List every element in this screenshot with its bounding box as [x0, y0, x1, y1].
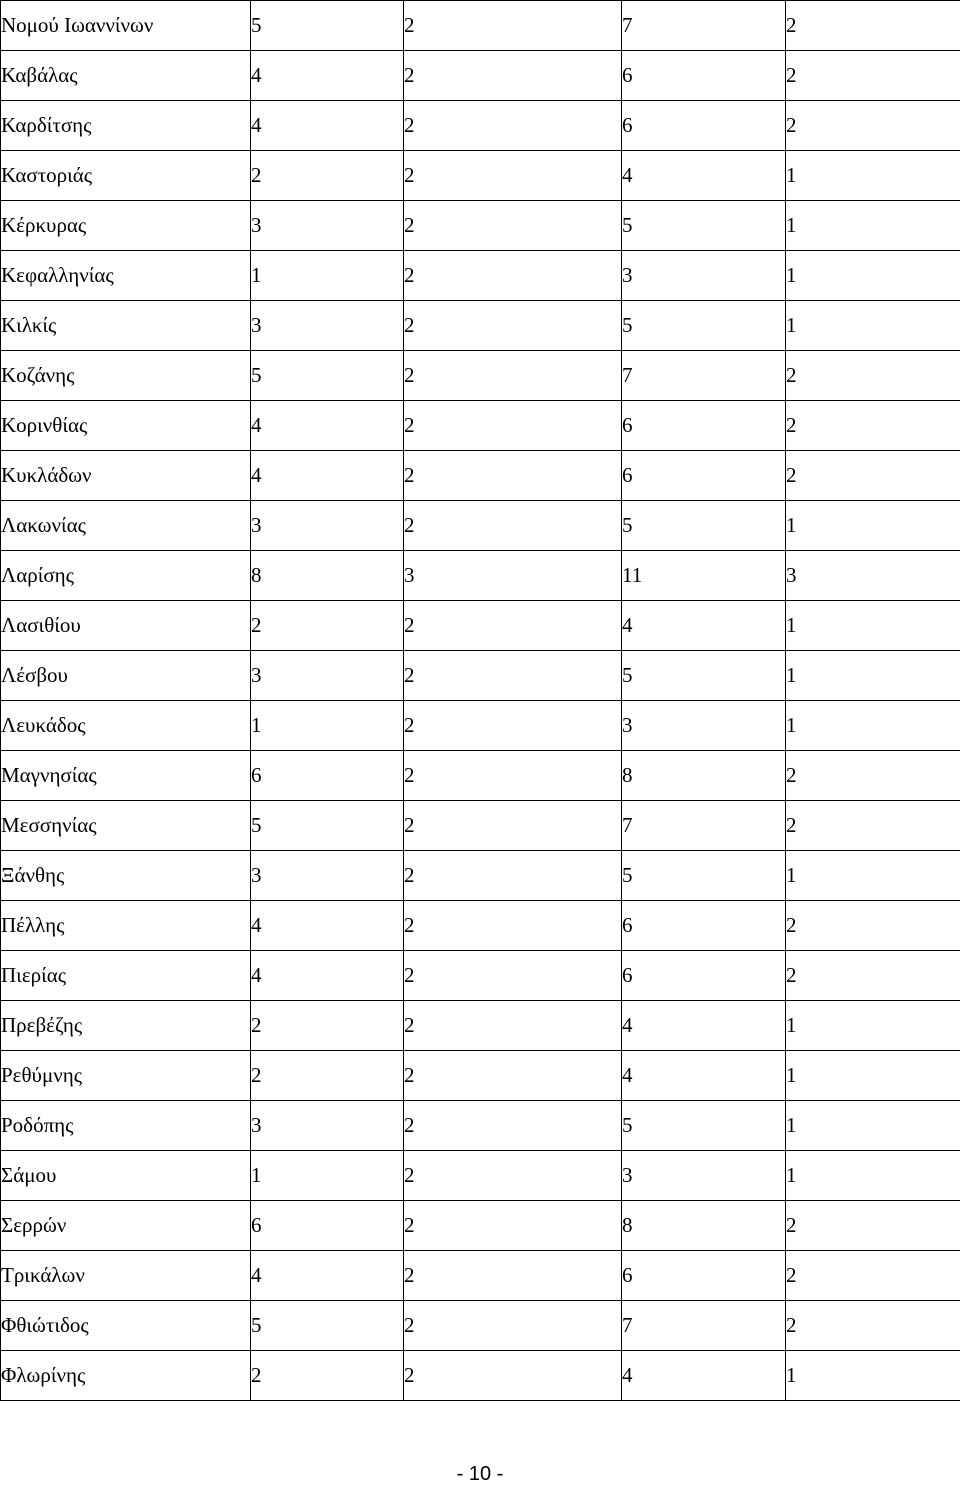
prefecture-name-cell: Σερρών — [1, 1201, 251, 1251]
value-cell-2: 2 — [404, 201, 622, 251]
value-cell-1: 2 — [251, 1051, 404, 1101]
table-row — [1, 851, 960, 901]
value-cell-2: 2 — [404, 1, 622, 51]
table-row — [1, 1201, 960, 1251]
value-cell-4: 2 — [786, 1201, 960, 1251]
value-cell-4: 2 — [786, 1251, 960, 1301]
prefecture-name-cell: Λαρίσης — [1, 551, 251, 601]
value-cell-1: 1 — [251, 1151, 404, 1201]
prefecture-name-cell: Ροδόπης — [1, 1101, 251, 1151]
value-cell-2: 2 — [404, 51, 622, 101]
value-cell-2: 2 — [404, 901, 622, 951]
prefecture-name-cell: Λευκάδος — [1, 701, 251, 751]
value-cell-1: 2 — [251, 151, 404, 201]
table-row — [1, 51, 960, 101]
value-cell-4: 2 — [786, 801, 960, 851]
value-cell-2: 2 — [404, 501, 622, 551]
value-cell-2: 2 — [404, 1251, 622, 1301]
value-cell-4: 1 — [786, 501, 960, 551]
value-cell-4: 1 — [786, 251, 960, 301]
value-cell-4: 2 — [786, 351, 960, 401]
value-cell-1: 4 — [251, 951, 404, 1001]
prefecture-name-cell: Κυκλάδων — [1, 451, 251, 501]
value-cell-2: 2 — [404, 951, 622, 1001]
value-cell-1: 3 — [251, 851, 404, 901]
value-cell-1: 4 — [251, 101, 404, 151]
value-cell-1: 4 — [251, 901, 404, 951]
prefecture-name-cell: Καρδίτσης — [1, 101, 251, 151]
value-cell-4: 1 — [786, 1001, 960, 1051]
value-cell-2: 2 — [404, 1001, 622, 1051]
prefecture-name-cell: Πέλλης — [1, 901, 251, 951]
value-cell-3: 4 — [622, 1001, 786, 1051]
prefecture-name-cell: Κεφαλληνίας — [1, 251, 251, 301]
value-cell-1: 4 — [251, 451, 404, 501]
table-row — [1, 1251, 960, 1301]
value-cell-2: 2 — [404, 1151, 622, 1201]
value-cell-3: 6 — [622, 901, 786, 951]
prefecture-name-cell: Καβάλας — [1, 51, 251, 101]
table-body — [1, 1, 960, 1401]
value-cell-3: 5 — [622, 301, 786, 351]
table-row — [1, 651, 960, 701]
prefecture-name-cell: Καστοριάς — [1, 151, 251, 201]
value-cell-3: 6 — [622, 401, 786, 451]
value-cell-3: 5 — [622, 651, 786, 701]
value-cell-4: 2 — [786, 101, 960, 151]
table-row — [1, 701, 960, 751]
value-cell-2: 2 — [404, 1201, 622, 1251]
value-cell-4: 2 — [786, 51, 960, 101]
value-cell-1: 2 — [251, 1001, 404, 1051]
value-cell-4: 2 — [786, 901, 960, 951]
prefecture-name-cell: Λασιθίου — [1, 601, 251, 651]
value-cell-3: 3 — [622, 1151, 786, 1201]
value-cell-3: 6 — [622, 951, 786, 1001]
value-cell-1: 2 — [251, 601, 404, 651]
prefecture-name-cell: Κορινθίας — [1, 401, 251, 451]
value-cell-4: 1 — [786, 201, 960, 251]
table-row — [1, 951, 960, 1001]
value-cell-2: 2 — [404, 1101, 622, 1151]
value-cell-4: 2 — [786, 451, 960, 501]
value-cell-3: 5 — [622, 501, 786, 551]
prefecture-name-cell: Ξάνθης — [1, 851, 251, 901]
value-cell-2: 2 — [404, 651, 622, 701]
value-cell-3: 11 — [622, 551, 786, 601]
value-cell-3: 5 — [622, 1101, 786, 1151]
value-cell-1: 6 — [251, 751, 404, 801]
value-cell-2: 2 — [404, 251, 622, 301]
value-cell-3: 6 — [622, 1251, 786, 1301]
prefecture-name-cell: Λακωνίας — [1, 501, 251, 551]
value-cell-4: 3 — [786, 551, 960, 601]
prefecture-name-cell: Κέρκυρας — [1, 201, 251, 251]
table-row — [1, 351, 960, 401]
value-cell-2: 2 — [404, 451, 622, 501]
value-cell-4: 1 — [786, 701, 960, 751]
value-cell-4: 2 — [786, 951, 960, 1001]
value-cell-1: 6 — [251, 1201, 404, 1251]
table-row — [1, 1151, 960, 1201]
value-cell-1: 1 — [251, 701, 404, 751]
prefecture-name-cell: Ρεθύμνης — [1, 1051, 251, 1101]
value-cell-1: 2 — [251, 1351, 404, 1401]
value-cell-3: 3 — [622, 251, 786, 301]
value-cell-3: 4 — [622, 1351, 786, 1401]
table-row — [1, 751, 960, 801]
value-cell-4: 1 — [786, 601, 960, 651]
prefecture-name-cell: Νομού Ιωαννίνων — [1, 1, 251, 51]
value-cell-4: 1 — [786, 1101, 960, 1151]
table-row — [1, 901, 960, 951]
value-cell-2: 2 — [404, 801, 622, 851]
value-cell-4: 2 — [786, 1301, 960, 1351]
value-cell-4: 1 — [786, 1151, 960, 1201]
prefecture-name-cell: Τρικάλων — [1, 1251, 251, 1301]
prefecture-name-cell: Κιλκίς — [1, 301, 251, 351]
value-cell-1: 5 — [251, 801, 404, 851]
table-row — [1, 1301, 960, 1351]
value-cell-1: 5 — [251, 351, 404, 401]
value-cell-3: 8 — [622, 1201, 786, 1251]
table-row — [1, 401, 960, 451]
value-cell-1: 3 — [251, 651, 404, 701]
prefecture-name-cell: Μεσσηνίας — [1, 801, 251, 851]
value-cell-3: 4 — [622, 151, 786, 201]
value-cell-3: 4 — [622, 1051, 786, 1101]
value-cell-3: 5 — [622, 851, 786, 901]
table-row — [1, 101, 960, 151]
value-cell-4: 2 — [786, 401, 960, 451]
value-cell-2: 2 — [404, 101, 622, 151]
table-row — [1, 151, 960, 201]
value-cell-2: 2 — [404, 301, 622, 351]
value-cell-3: 3 — [622, 701, 786, 751]
value-cell-2: 2 — [404, 601, 622, 651]
value-cell-1: 3 — [251, 301, 404, 351]
value-cell-2: 2 — [404, 151, 622, 201]
value-cell-1: 3 — [251, 201, 404, 251]
value-cell-2: 2 — [404, 751, 622, 801]
value-cell-4: 1 — [786, 651, 960, 701]
table-row — [1, 1351, 960, 1401]
table-row — [1, 1, 960, 51]
prefecture-name-cell: Φθιώτιδος — [1, 1301, 251, 1351]
value-cell-2: 2 — [404, 851, 622, 901]
value-cell-1: 5 — [251, 1301, 404, 1351]
value-cell-1: 1 — [251, 251, 404, 301]
table-row — [1, 801, 960, 851]
value-cell-1: 4 — [251, 1251, 404, 1301]
value-cell-2: 2 — [404, 1051, 622, 1101]
value-cell-2: 2 — [404, 351, 622, 401]
value-cell-3: 7 — [622, 351, 786, 401]
value-cell-2: 3 — [404, 551, 622, 601]
table-row — [1, 1101, 960, 1151]
value-cell-4: 1 — [786, 301, 960, 351]
table-row — [1, 201, 960, 251]
value-cell-3: 5 — [622, 201, 786, 251]
value-cell-2: 2 — [404, 701, 622, 751]
value-cell-3: 4 — [622, 601, 786, 651]
value-cell-4: 2 — [786, 1, 960, 51]
prefecture-name-cell: Σάμου — [1, 1151, 251, 1201]
value-cell-4: 1 — [786, 1351, 960, 1401]
table-row — [1, 301, 960, 351]
value-cell-2: 2 — [404, 1301, 622, 1351]
value-cell-2: 2 — [404, 401, 622, 451]
value-cell-3: 6 — [622, 101, 786, 151]
value-cell-1: 4 — [251, 401, 404, 451]
prefecture-name-cell: Κοζάνης — [1, 351, 251, 401]
table-row — [1, 601, 960, 651]
value-cell-3: 7 — [622, 1301, 786, 1351]
value-cell-3: 7 — [622, 1, 786, 51]
prefecture-name-cell: Μαγνησίας — [1, 751, 251, 801]
table-row — [1, 501, 960, 551]
value-cell-4: 1 — [786, 151, 960, 201]
table-row — [1, 1051, 960, 1101]
prefecture-name-cell: Πρεβέζης — [1, 1001, 251, 1051]
value-cell-1: 5 — [251, 1, 404, 51]
value-cell-1: 4 — [251, 51, 404, 101]
value-cell-3: 8 — [622, 751, 786, 801]
table-row — [1, 251, 960, 301]
value-cell-3: 6 — [622, 451, 786, 501]
page-number: - 10 - — [456, 1463, 504, 1485]
value-cell-1: 3 — [251, 501, 404, 551]
value-cell-3: 7 — [622, 801, 786, 851]
prefecture-name-cell: Φλωρίνης — [1, 1351, 251, 1401]
prefecture-name-cell: Πιερίας — [1, 951, 251, 1001]
prefecture-name-cell: Λέσβου — [1, 651, 251, 701]
value-cell-4: 1 — [786, 1051, 960, 1101]
value-cell-3: 6 — [622, 51, 786, 101]
value-cell-4: 2 — [786, 751, 960, 801]
value-cell-2: 2 — [404, 1351, 622, 1401]
value-cell-1: 8 — [251, 551, 404, 601]
value-cell-1: 3 — [251, 1101, 404, 1151]
table-row — [1, 1001, 960, 1051]
table-row — [1, 451, 960, 501]
table-row — [1, 551, 960, 601]
value-cell-4: 1 — [786, 851, 960, 901]
